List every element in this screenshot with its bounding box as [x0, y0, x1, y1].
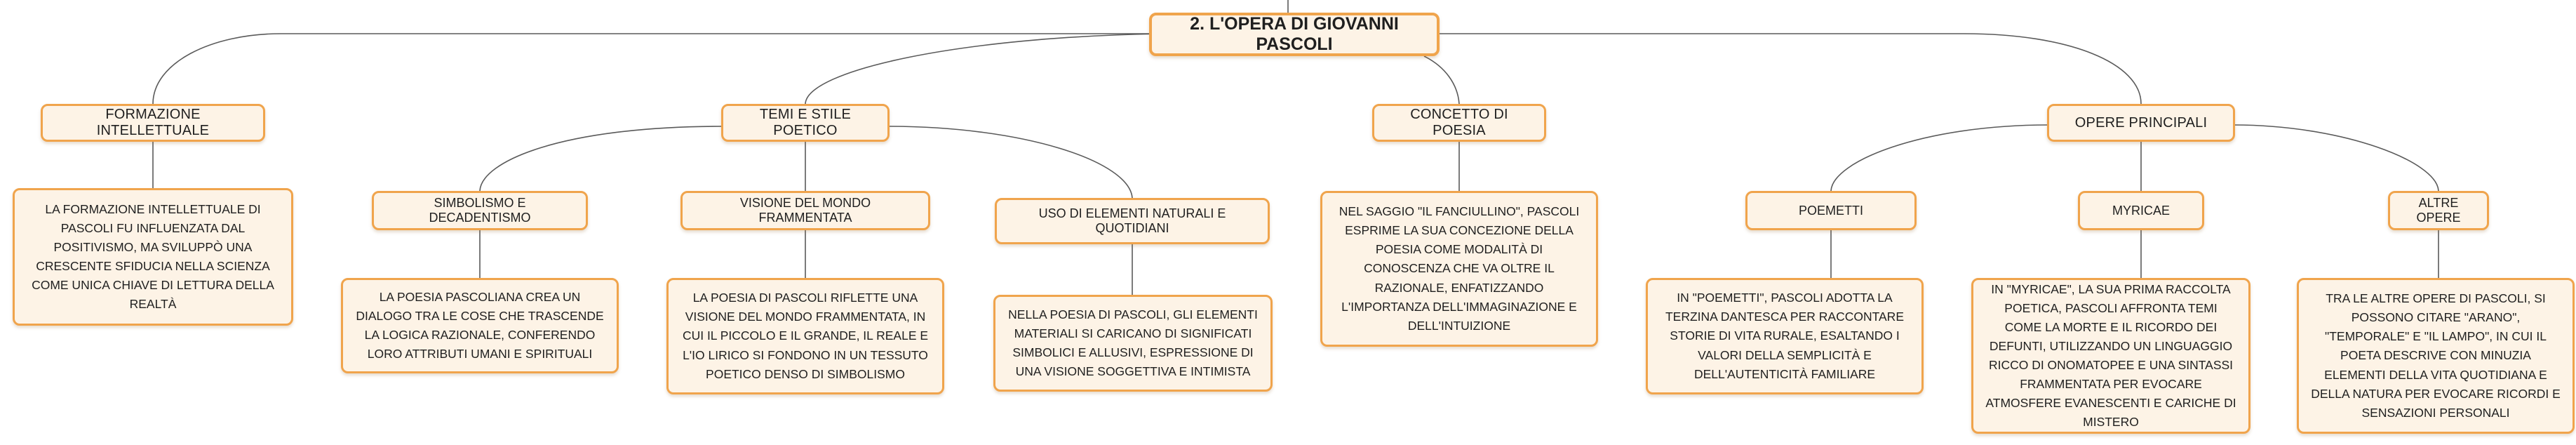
subtopic-label: POEMETTI: [1798, 203, 1863, 218]
subtopic-label: SIMBOLISMO E DECADENTISMO: [429, 196, 531, 225]
subtopic-label: MYRICAE: [2112, 203, 2170, 218]
connector-root-temi: [805, 34, 1165, 104]
description-uso-di-elementi-naturali[interactable]: [993, 295, 1273, 392]
topic-temi-e-stile-poetico[interactable]: [721, 104, 890, 142]
subtopic-simbolismo-e-decadentismo[interactable]: [372, 191, 588, 230]
subtopic-visione-del-mondo-frammentata[interactable]: [680, 191, 930, 230]
connector-opere-altre: [2234, 125, 2439, 191]
root-node[interactable]: [1149, 13, 1440, 56]
description-formazione-intellettuale[interactable]: [13, 188, 293, 326]
description-simbolismo-e-decadentismo[interactable]: [341, 278, 619, 373]
topic-formazione-intellettuale[interactable]: [41, 104, 265, 142]
subtopic-label: ALTRE OPERE: [2416, 196, 2461, 225]
subtopic-label: USO DI ELEMENTI NATURALI E QUOTIDIANI: [1038, 206, 1226, 235]
subtopic-myricae[interactable]: [2078, 191, 2204, 230]
description-text: NEL SAGGIO "IL FANCIULLINO", PASCOLI ESPRIME LA SUA CONCEZIONE DELLA POESIA COME MODALITÀ DI CONOSCENZA CHE VA OLTRE IL RAZIONALE, ENFATIZZANDO L'IMPORTANZA DELL'IMMAGINAZIONE E DELL'INTUIZIONE: [1339, 204, 1580, 333]
topic-opere-principali[interactable]: [2047, 104, 2235, 142]
description-text: TRA LE ALTRE OPERE DI PASCOLI, SI POSSONO CITARE "ARANO", "TEMPORALE" E "IL LAMPO", IN CUI IL POETA DESCRIVE CON MINUZIA ELEMENTI DELLA VITA QUOTIDIANA E DELLA NATURA PER EVOCARE RICORDI E SENSAZIONI PERSONALI: [2311, 291, 2561, 420]
description-text: LA FORMAZIONE INTELLETTUALE DI PASCOLI FU INFLUENZATA DAL POSITIVISMO, MA SVILUPPÒ UNA CRESCENTE SFIDUCIA NELLA SCIENZA COME UNICA CHIAVE DI LETTURA DELLA REALTÀ: [32, 201, 274, 312]
connector-root-opere: [1440, 34, 2141, 104]
subtopic-label: VISIONE DEL MONDO FRAMMENTATA: [739, 196, 871, 225]
topic-concetto-di-poesia[interactable]: [1372, 104, 1546, 142]
description-poemetti[interactable]: [1646, 278, 1924, 394]
topic-label: OPERE PRINCIPALI: [2074, 114, 2208, 131]
subtopic-uso-di-elementi-naturali[interactable]: [995, 198, 1270, 244]
topic-label: TEMI E STILE POETICO: [759, 107, 852, 138]
description-visione-del-mondo-frammentata[interactable]: [666, 278, 944, 394]
topic-label: CONCETTO DI POESIA: [1410, 107, 1508, 138]
description-text: NELLA POESIA DI PASCOLI, GLI ELEMENTI MATERIALI SI CARICANO DI SIGNIFICATI SIMBOLICI E ALLUSIVI, ESPRESSIONE DI UNA VISIONE SOGGETTIVA E INTIMISTA: [1008, 307, 1258, 379]
connector-root-concetto: [1424, 56, 1459, 104]
description-text: IN "POEMETTI", PASCOLI ADOTTA LA TERZINA DANTESCA PER RACCONTARE STORIE DI VITA RURALE, ESALTANDO I VALORI DELLA SEMPLICITÀ E DELL'AUTENTICITÀ FAMILIARE: [1665, 291, 1904, 381]
connector-root-formazione: [153, 34, 1149, 104]
description-altre-opere[interactable]: [2297, 278, 2575, 434]
description-text: LA POESIA DI PASCOLI RIFLETTE UNA VISIONE DEL MONDO FRAMMENTATA, IN CUI IL PICCOLO E IL GRANDE, IL REALE E L'IO LIRICO SI FONDONO IN UN TESSUTO POETICO DENSO DI SIMBOLISMO: [682, 291, 929, 381]
description-text: LA POESIA PASCOLIANA CREA UN DIALOGO TRA LE COSE CHE TRASCENDE LA LOGICA RAZIONALE, CONFERENDO LORO ATTRIBUTI UMANI E SPIRITUALI: [356, 289, 604, 361]
root-label: 2. L'OPERA DI GIOVANNI PASCOLI: [1190, 14, 1399, 54]
description-text: IN "MYRICAE", LA SUA PRIMA RACCOLTA POETICA, PASCOLI AFFRONTA TEMI COME LA MORTE E IL RICORDO DEI DEFUNTI, UTILIZZANDO UN LINGUAGGIO RICCO DI ONOMATOPEE E UNA SINTASSI FRAMMENTATA PER EVOCARE ATMOSFERE EVANESCENTI E CARICHE DI MISTERO: [1985, 281, 2236, 430]
topic-label: FORMAZIONE INTELLETTUALE: [96, 107, 210, 138]
connector-temi-elementi: [888, 126, 1132, 198]
connector-temi-simbolismo: [480, 126, 723, 191]
subtopic-poemetti[interactable]: [1745, 191, 1917, 230]
description-concetto-di-poesia[interactable]: [1320, 191, 1598, 347]
description-myricae[interactable]: [1971, 278, 2250, 434]
subtopic-altre-opere[interactable]: [2388, 191, 2489, 230]
connector-opere-poemetti: [1831, 125, 2048, 191]
